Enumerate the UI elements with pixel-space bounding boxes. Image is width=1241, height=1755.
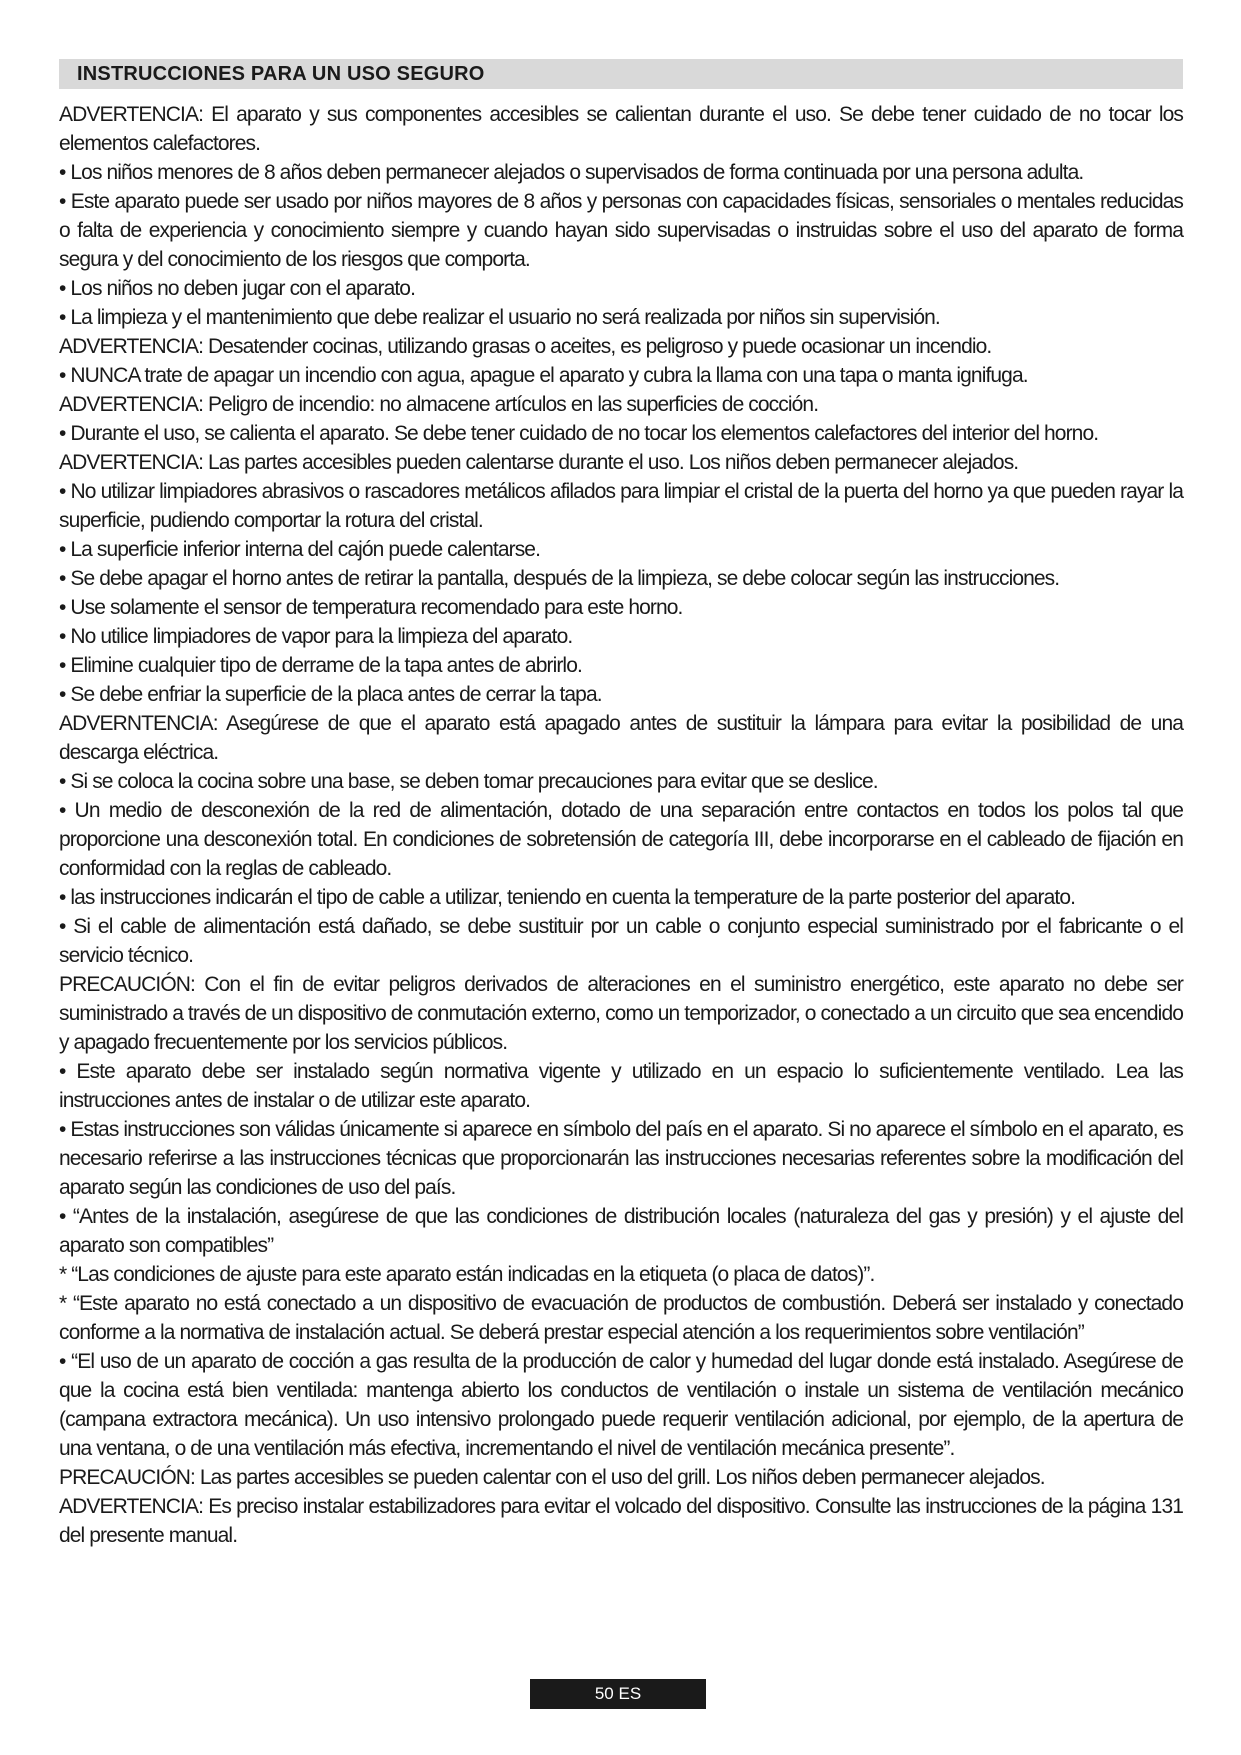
- paragraph: * “Las condiciones de ajuste para este aparato están indicadas en la etiqueta (o placa de datos)”.: [59, 1263, 875, 1286]
- safety-instructions-body: [59, 100, 1183, 1550]
- paragraph: • La limpieza y el mantenimiento que debe realizar el usuario no será realizada por niños sin supervisión.: [59, 306, 940, 329]
- paragraph: • Los niños no deben jugar con el aparato.: [59, 277, 416, 300]
- paragraph: • La superficie inferior interna del cajón puede calentarse.: [59, 538, 541, 561]
- paragraph: • “Antes de la instalación, asegúrese de que las condiciones de distribución locales (naturaleza del gas y presión) y el ajuste del aparato son compatibles”: [59, 1205, 1183, 1257]
- paragraph: • Un medio de desconexión de la red de alimentación, dotado de una separación entre contactos en todos los polos tal que proporcione una desconexión total. En condiciones de sobretensión de categoría III, debe incorporarse en el cableado de fijación en conformidad con la reglas de cableado.: [59, 799, 1183, 880]
- paragraph: • Si se coloca la cocina sobre una base, se deben tomar precauciones para evitar que se deslice.: [59, 770, 878, 793]
- paragraph: PRECAUCIÓN: Con el fin de evitar peligros derivados de alteraciones en el suministro energético, este aparato no debe ser suministrado a través de un dispositivo de conmutación externo, como un temporizador, o conectado a un circuito que sea encendido y apagado frecuentemente por los servicios públicos.: [59, 973, 1183, 1054]
- paragraph: ADVERTENCIA: Desatender cocinas, utilizando grasas o aceites, es peligroso y puede ocasionar un incendio.: [59, 335, 992, 358]
- paragraph: ADVERTENCIA: Es preciso instalar estabilizadores para evitar el volcado del dispositivo. Consulte las instrucciones de la página 131 del presente manual.: [59, 1495, 1183, 1547]
- paragraph: PRECAUCIÓN: Las partes accesibles se pueden calentar con el uso del grill. Los niños deben permanecer alejados.: [59, 1466, 1045, 1489]
- paragraph: ADVERNTENCIA: Asegúrese de que el aparato está apagado antes de sustituir la lámpara para evitar la posibilidad de una descarga eléctrica.: [59, 712, 1183, 764]
- paragraph: • NUNCA trate de apagar un incendio con agua, apague el aparato y cubra la llama con una tapa o manta ignifuga.: [59, 364, 1028, 387]
- paragraph: • Este aparato puede ser usado por niños mayores de 8 años y personas con capacidades físicas, sensoriales o mentales reducidas o falta de experiencia y conocimiento siempre y cuando hayan sido supervisadas o instruidas sobre el uso del aparato de forma segura y del conocimiento de los riesgos que comporta.: [59, 190, 1183, 271]
- paragraph: * “Este aparato no está conectado a un dispositivo de evacuación de productos de combustión. Deberá ser instalado y conectado conforme a la normativa de instalación actual. Se deberá prestar especial atención a los requerimientos sobre ventilación”: [59, 1292, 1183, 1344]
- paragraph: • Los niños menores de 8 años deben permanecer alejados o supervisados de forma continuada por una persona adulta.: [59, 161, 1084, 184]
- paragraph: ADVERTENCIA: Las partes accesibles pueden calentarse durante el uso. Los niños deben permanecer alejados.: [59, 451, 1019, 474]
- paragraph: • “El uso de un aparato de cocción a gas resulta de la producción de calor y humedad del lugar donde está instalado. Asegúrese de que la cocina está bien ventilada: mantenga abierto los conductos de ventilación o instale un sistema de ventilación mecánico (campana extractora mecánica). Un uso intensivo prolongado puede requerir ventilación adicional, por ejemplo, de la apertura de una ventana, o de una ventilación más efectiva, incrementando el nivel de ventilación mecánica presente”.: [59, 1350, 1183, 1460]
- paragraph: • Este aparato debe ser instalado según normativa vigente y utilizado en un espacio lo suficientemente ventilado. Lea las instrucciones antes de instalar o de utilizar este aparato.: [59, 1060, 1183, 1112]
- paragraph: ADVERTENCIA: Peligro de incendio: no almacene artículos en las superficies de cocción.: [59, 393, 819, 416]
- paragraph: • No utilizar limpiadores abrasivos o rascadores metálicos afilados para limpiar el cristal de la puerta del horno ya que pueden rayar la superficie, pudiendo comportar la rotura del cristal.: [59, 480, 1183, 532]
- paragraph: • Elimine cualquier tipo de derrame de la tapa antes de abrirlo.: [59, 654, 582, 677]
- paragraph: • Durante el uso, se calienta el aparato. Se debe tener cuidado de no tocar los elementos calefactores del interior del horno.: [59, 422, 1099, 445]
- paragraph: • Se debe enfriar la superficie de la placa antes de cerrar la tapa.: [59, 683, 602, 706]
- paragraph: • Estas instrucciones son válidas únicamente si aparece en símbolo del país en el aparato. Si no aparece el símbolo en el aparato, es necesario referirse a las instrucciones técnicas que proporcionarán las instrucciones necesarias referentes sobre la modificación del aparato según las condiciones de uso del país.: [59, 1118, 1183, 1199]
- paragraph: • Si el cable de alimentación está dañado, se debe sustituir por un cable o conjunto especial suministrado por el fabricante o el servicio técnico.: [59, 915, 1183, 967]
- paragraph: • Se debe apagar el horno antes de retirar la pantalla, después de la limpieza, se debe colocar según las instrucciones.: [59, 567, 1060, 590]
- section-header: [59, 59, 1183, 89]
- paragraph: • No utilice limpiadores de vapor para la limpieza del aparato.: [59, 625, 573, 648]
- paragraph: • las instrucciones indicarán el tipo de cable a utilizar, teniendo en cuenta la temperature de la parte posterior del aparato.: [59, 886, 1076, 909]
- paragraph: • Use solamente el sensor de temperatura recomendado para este horno.: [59, 596, 683, 619]
- paragraph: ADVERTENCIA: El aparato y sus componentes accesibles se calientan durante el uso. Se debe tener cuidado de no tocar los elementos calefactores.: [59, 103, 1183, 155]
- page-number: 50 ES: [530, 1679, 706, 1709]
- section-title: INSTRUCCIONES PARA UN USO SEGURO: [77, 62, 485, 85]
